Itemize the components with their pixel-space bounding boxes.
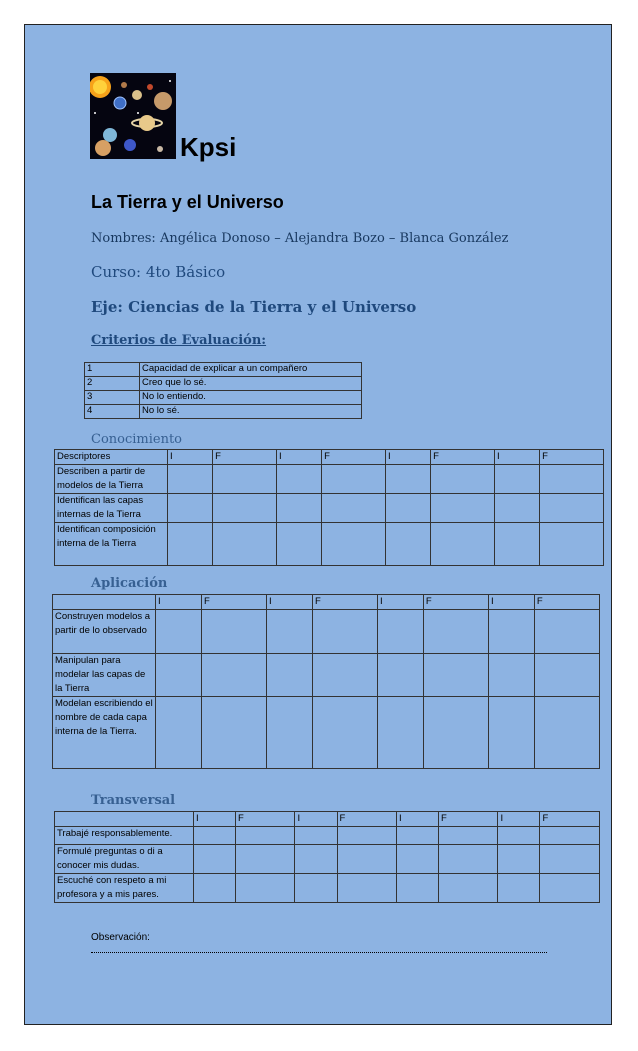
- response-cell[interactable]: [385, 523, 430, 566]
- criteria-title: Criterios de Evaluación:: [91, 333, 267, 348]
- response-cell[interactable]: [431, 494, 495, 523]
- response-cell[interactable]: [337, 827, 396, 845]
- response-cell[interactable]: [194, 845, 236, 874]
- page-subtitle: La Tierra y el Universo: [91, 192, 284, 212]
- table-row: [55, 874, 600, 903]
- response-cell[interactable]: [534, 610, 599, 654]
- header-cell: F: [438, 812, 497, 827]
- criteria-number: 3: [85, 391, 140, 405]
- response-cell[interactable]: [322, 465, 386, 494]
- axis-line: Eje: Ciencias de la Tierra y el Universo: [91, 298, 417, 316]
- row-label: Identifican composición interna de la Tierra: [55, 523, 168, 566]
- response-cell[interactable]: [540, 523, 604, 566]
- aplicacion-table: [52, 594, 600, 769]
- response-cell[interactable]: [494, 494, 539, 523]
- header-cell: I: [488, 595, 534, 610]
- criteria-number: 4: [85, 405, 140, 419]
- criteria-row: [85, 363, 362, 377]
- response-cell[interactable]: [322, 523, 386, 566]
- response-cell[interactable]: [312, 654, 377, 697]
- response-cell[interactable]: [540, 827, 600, 845]
- table-row: [55, 494, 604, 523]
- criteria-table: [84, 362, 362, 419]
- header-cell: [55, 812, 194, 827]
- header-cell: I: [385, 450, 430, 465]
- response-cell[interactable]: [312, 610, 377, 654]
- criteria-text: No lo sé.: [140, 405, 362, 419]
- section-title-conocimiento: Conocimiento: [91, 432, 183, 447]
- response-cell[interactable]: [236, 874, 295, 903]
- response-cell[interactable]: [488, 610, 534, 654]
- response-cell[interactable]: [276, 465, 321, 494]
- row-label: Escuché con respeto a mi profesora y a mis pares.: [55, 874, 194, 903]
- criteria-row: [85, 391, 362, 405]
- header-cell: I: [377, 595, 423, 610]
- response-cell[interactable]: [266, 654, 312, 697]
- response-cell[interactable]: [488, 697, 534, 769]
- response-cell[interactable]: [438, 845, 497, 874]
- response-cell[interactable]: [431, 523, 495, 566]
- header-cell: I: [396, 812, 438, 827]
- header-cell: I: [156, 595, 202, 610]
- response-cell[interactable]: [156, 697, 202, 769]
- header-cell: I: [266, 595, 312, 610]
- header-cell: F: [534, 595, 599, 610]
- row-label: Modelan escribiendo el nombre de cada capa interna de la Tierra.: [53, 697, 156, 769]
- table-row: [53, 654, 600, 697]
- header-cell: F: [431, 450, 495, 465]
- criteria-number: 1: [85, 363, 140, 377]
- table-row: [53, 697, 600, 769]
- criteria-text: No lo entiendo.: [140, 391, 362, 405]
- header-cell: F: [423, 595, 488, 610]
- response-cell[interactable]: [396, 827, 438, 845]
- response-cell[interactable]: [213, 494, 277, 523]
- response-cell[interactable]: [494, 465, 539, 494]
- response-cell[interactable]: [213, 465, 277, 494]
- response-cell[interactable]: [168, 494, 213, 523]
- response-cell[interactable]: [540, 874, 600, 903]
- row-label: Identifican las capas internas de la Tierra: [55, 494, 168, 523]
- criteria-row: [85, 405, 362, 419]
- header-cell: F: [322, 450, 386, 465]
- response-cell[interactable]: [295, 845, 337, 874]
- criteria-text: Capacidad de explicar a un compañero: [140, 363, 362, 377]
- header-cell: F: [213, 450, 277, 465]
- response-cell[interactable]: [276, 494, 321, 523]
- response-cell[interactable]: [295, 827, 337, 845]
- response-cell[interactable]: [266, 697, 312, 769]
- response-cell[interactable]: [194, 874, 236, 903]
- response-cell[interactable]: [540, 465, 604, 494]
- response-cell[interactable]: [385, 465, 430, 494]
- response-cell[interactable]: [534, 654, 599, 697]
- header-cell: F: [337, 812, 396, 827]
- response-cell[interactable]: [385, 494, 430, 523]
- header-cell: I: [194, 812, 236, 827]
- header-cell: I: [276, 450, 321, 465]
- response-cell[interactable]: [194, 827, 236, 845]
- table-row: [55, 827, 600, 845]
- response-cell[interactable]: [438, 827, 497, 845]
- response-cell[interactable]: [540, 494, 604, 523]
- row-label: Construyen modelos a partir de lo observado: [53, 610, 156, 654]
- authors-line: Nombres: Angélica Donoso – Alejandra Bozo – Blanca González: [91, 231, 509, 246]
- header-cell: I: [498, 812, 540, 827]
- course-line: Curso: 4to Básico: [91, 263, 226, 281]
- response-cell[interactable]: [201, 697, 266, 769]
- header-cell: I: [494, 450, 539, 465]
- response-cell[interactable]: [431, 465, 495, 494]
- response-cell[interactable]: [295, 874, 337, 903]
- response-cell[interactable]: [534, 697, 599, 769]
- header-cell: F: [540, 450, 604, 465]
- response-cell[interactable]: [312, 697, 377, 769]
- section-title-transversal: Transversal: [91, 793, 176, 808]
- response-cell[interactable]: [168, 523, 213, 566]
- response-cell[interactable]: [276, 523, 321, 566]
- response-cell[interactable]: [540, 845, 600, 874]
- response-cell[interactable]: [377, 610, 423, 654]
- table-header-row: [53, 595, 600, 610]
- response-cell[interactable]: [213, 523, 277, 566]
- observation-label: Observación:: [91, 932, 150, 943]
- table-row: [55, 845, 600, 874]
- table-row: [55, 523, 604, 566]
- response-cell[interactable]: [377, 697, 423, 769]
- response-cell[interactable]: [236, 845, 295, 874]
- criteria-number: 2: [85, 377, 140, 391]
- response-cell[interactable]: [337, 845, 396, 874]
- table-header-row: [55, 812, 600, 827]
- response-cell[interactable]: [168, 465, 213, 494]
- response-cell[interactable]: [201, 654, 266, 697]
- table-header-row: [55, 450, 604, 465]
- response-cell[interactable]: [438, 874, 497, 903]
- row-label: Describen a partir de modelos de la Tierra: [55, 465, 168, 494]
- response-cell[interactable]: [377, 654, 423, 697]
- row-label: Formulé preguntas o di a conocer mis dudas.: [55, 845, 194, 874]
- response-cell[interactable]: [236, 827, 295, 845]
- header-cell: F: [312, 595, 377, 610]
- response-cell[interactable]: [498, 827, 540, 845]
- conocimiento-table: [54, 449, 604, 566]
- response-cell[interactable]: [337, 874, 396, 903]
- response-cell[interactable]: [488, 654, 534, 697]
- response-cell[interactable]: [494, 523, 539, 566]
- response-cell[interactable]: [266, 610, 312, 654]
- criteria-row: [85, 377, 362, 391]
- page-title: Kpsi: [180, 132, 237, 162]
- response-cell[interactable]: [423, 697, 488, 769]
- response-cell[interactable]: [396, 874, 438, 903]
- response-cell[interactable]: [156, 654, 202, 697]
- header-cell: F: [236, 812, 295, 827]
- table-row: [55, 465, 604, 494]
- observation-line[interactable]: [91, 944, 547, 953]
- header-cell: I: [168, 450, 213, 465]
- header-cell: I: [295, 812, 337, 827]
- response-cell[interactable]: [322, 494, 386, 523]
- response-cell[interactable]: [423, 610, 488, 654]
- response-cell[interactable]: [396, 845, 438, 874]
- criteria-text: Creo que lo sé.: [140, 377, 362, 391]
- row-label: Manipulan para modelar las capas de la Tierra: [53, 654, 156, 697]
- table-row: [53, 610, 600, 654]
- row-label: Trabajé responsablemente.: [55, 827, 194, 845]
- response-cell[interactable]: [201, 610, 266, 654]
- header-cell: F: [201, 595, 266, 610]
- header-cell: F: [540, 812, 600, 827]
- response-cell[interactable]: [498, 845, 540, 874]
- header-cell: Descriptores: [55, 450, 168, 465]
- response-cell[interactable]: [156, 610, 202, 654]
- transversal-table: [54, 811, 600, 903]
- section-title-aplicacion: Aplicación: [91, 576, 168, 591]
- header-cell: [53, 595, 156, 610]
- planets-image: [90, 73, 176, 159]
- response-cell[interactable]: [423, 654, 488, 697]
- response-cell[interactable]: [498, 874, 540, 903]
